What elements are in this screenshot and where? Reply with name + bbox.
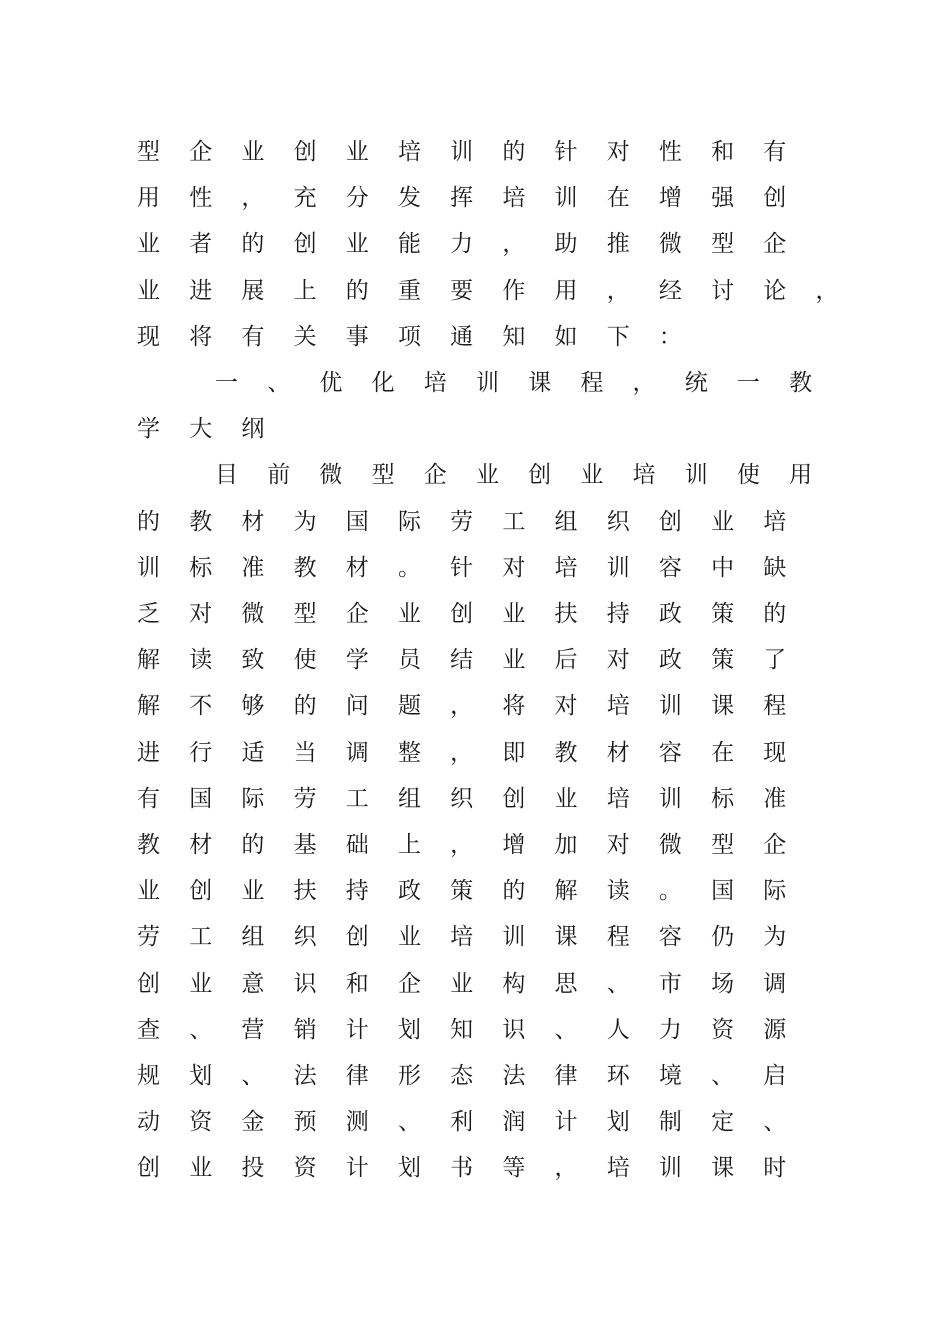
text-line-1: 型 企 业 创 业 培 训 的 针 对 性 和 有 [137, 139, 787, 165]
text-line-10: 训 标 准 教 材 。 针 对 培 训 容 中 缺 [137, 554, 787, 581]
text-line-11: 乏 对 微 型 企 业 创 业 扶 持 政 策 的 [137, 601, 787, 627]
text-line-12: 解 读 致 使 学 员 结 业 后 对 政 策 了 [137, 647, 787, 674]
text-line-21: 规 划 、 法 律 形 态 法 律 环 境 、 启 [137, 1063, 787, 1089]
text-line-3: 业 者 的 创 业 能 力 ， 助 推 微 型 企 [137, 231, 787, 258]
text-line-8: 目 前 微 型 企 业 创 业 培 训 使 用 [215, 462, 813, 489]
text-line-22: 动 资 金 预 测 、 利 润 计 划 制 定 、 [137, 1109, 787, 1136]
text-line-19: 创 业 意 识 和 企 业 构 思 、 市 场 调 [137, 970, 787, 997]
text-line-23: 创 业 投 资 计 划 书 等 ， 培 训 课 时 [137, 1155, 787, 1182]
text-line-20: 查 、 营 销 计 划 知 识 、 人 力 资 源 [137, 1016, 787, 1043]
text-line-5: 现 将 有 关 事 项 通 知 如 下 ： [137, 323, 682, 350]
section-heading-line-2: 学 大 纲 [137, 416, 265, 443]
text-line-17: 业 创 业 扶 持 政 策 的 解 读 。 国 际 [137, 878, 787, 905]
text-line-9: 的 教 材 为 国 际 劳 工 组 织 创 业 培 [137, 508, 787, 535]
text-line-16: 教 材 的 基 础 上 ， 增 加 对 微 型 企 [137, 832, 787, 858]
text-line-14: 进 行 适 当 调 整 ， 即 教 材 容 在 现 [137, 739, 787, 766]
text-line-2: 用 性 ， 充 分 发 挥 培 训 在 增 强 创 [137, 185, 787, 212]
text-line-15: 有 国 际 劳 工 组 织 创 业 培 训 标 准 [137, 785, 787, 812]
text-line-18: 劳 工 组 织 创 业 培 训 课 程 容 仍 为 [137, 924, 787, 951]
text-line-4: 业 进 展 上 的 重 要 作 用 ， 经 讨 论 ， [137, 277, 839, 304]
section-heading-line-1: 一 、 优 化 培 训 课 程 ， 统 一 教 [215, 370, 813, 396]
text-line-13: 解 不 够 的 问 题 ， 将 对 培 训 课 程 [137, 693, 787, 720]
